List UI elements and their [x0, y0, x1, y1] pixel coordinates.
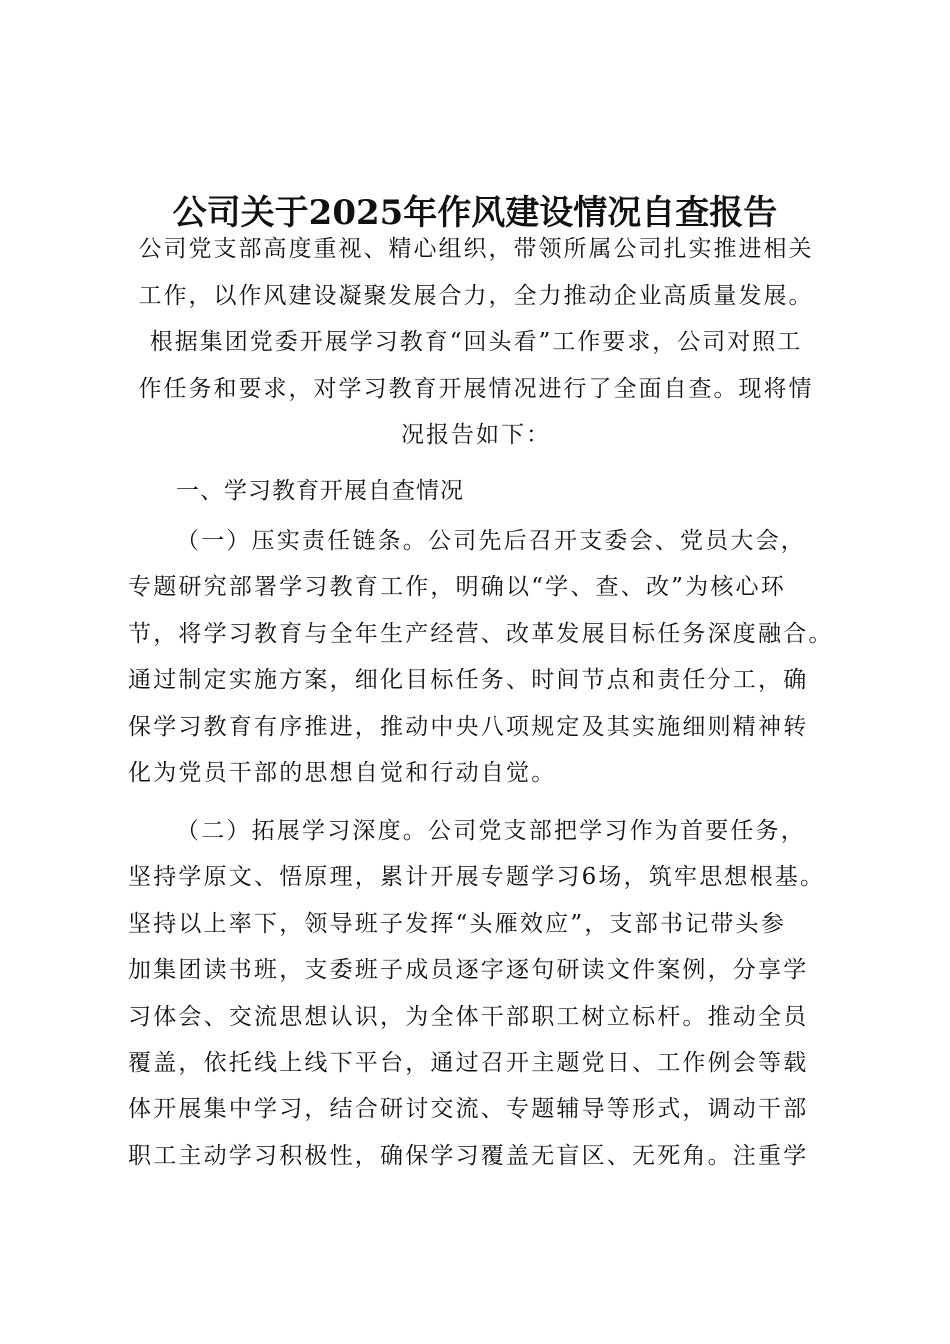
body-paragraph-2: [128, 808, 858, 1179]
paragraph-line: （二）拓展学习深度。公司党支部把学习作为首要任务，: [176, 818, 806, 844]
intro-line: 况报告如下：: [401, 422, 551, 448]
paragraph-line: 化为党员干部的思想自觉和行动自觉。: [128, 760, 557, 787]
paragraph-line: 覆盖，依托线上线下平台，通过召开主题党日、工作例会等载: [128, 1050, 809, 1077]
paragraph-line: （一）压实责任链条。公司先后召开支委会、党员大会，: [176, 528, 806, 554]
page-title: 公司关于2025年作风建设情况自查报告: [172, 192, 778, 233]
paragraph-line: 职工主动学习积极性，确保学习覆盖无盲区、无死角。注重学: [128, 1142, 809, 1169]
paragraph-line: 通过制定实施方案，细化目标任务、时间节点和责任分工，确: [128, 667, 809, 694]
paragraph-line: 专题研究部署学习教育工作，明确以“学、查、改”为核心环: [128, 574, 786, 601]
paragraph-line: 节，将学习教育与全年生产经营、改革发展目标任务深度融合。: [128, 620, 834, 647]
paragraph-line: 习体会、交流思想认识，为全体干部职工树立标杆。推动全员: [128, 1003, 809, 1030]
paragraph-line: 加集团读书班，支委班子成员逐字逐句研读文件案例，分享学: [128, 957, 809, 984]
paragraph-line: 坚持以上率下，领导班子发挥“头雁效应”，支部书记带头参: [128, 910, 786, 937]
paragraph-line: 保学习教育有序推进，推动中央八项规定及其实施细则精神转: [128, 713, 809, 740]
body-paragraph-1: [128, 518, 858, 796]
intro-line: 工作，以作风建设凝聚发展合力，全力推动企业高质量发展。: [138, 282, 814, 309]
intro-line: 公司党支部高度重视、精心组织，带领所属公司扎实推进相关: [138, 236, 814, 262]
intro-line: 作任务和要求，对学习教育开展情况进行了全面自查。现将情: [138, 375, 814, 402]
paragraph-line: 坚持学原文、悟原理，累计开展专题学习6场，筑牢思想根基。: [128, 864, 826, 891]
section-heading: 一、学习教育开展自查情况: [176, 478, 464, 504]
intro-paragraph: [128, 226, 824, 459]
intro-line: 根据集团党委开展学习教育“回头看”工作要求，公司对照工: [149, 329, 803, 355]
paragraph-line: 体开展集中学习，结合研讨交流、专题辅导等形式，调动干部: [128, 1096, 809, 1123]
